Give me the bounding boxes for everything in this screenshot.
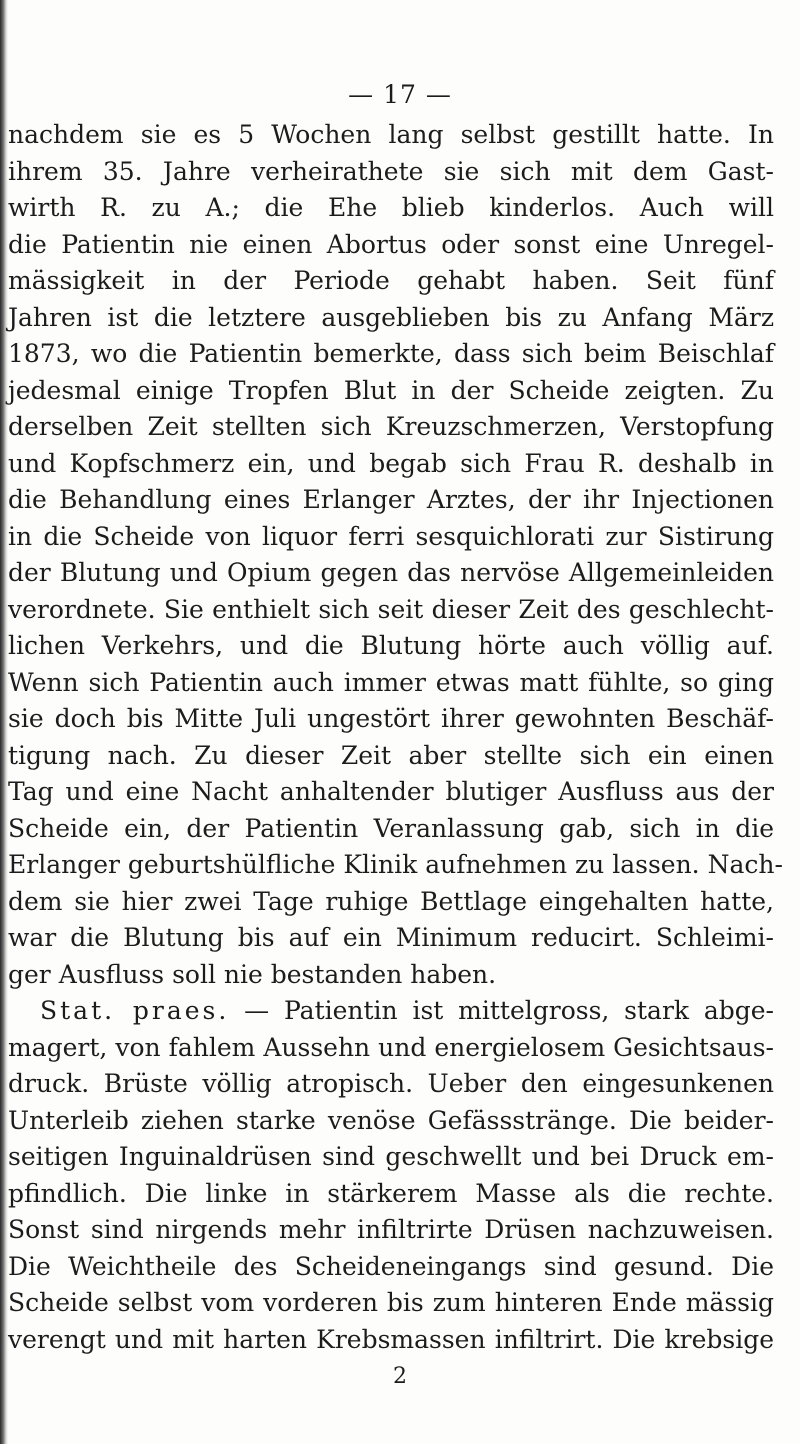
text-line: Scheide ein, der Patientin Veranlassung gab, sich in die bbox=[8, 813, 774, 843]
text-line: Die Weichtheile des Scheideneingangs sind gesund. Die bbox=[8, 1251, 774, 1281]
text-line: Tag und eine Nacht anhaltender blutiger Ausfluss aus der bbox=[8, 777, 774, 806]
text-line: Scheide selbst vom vorderen bis zum hinteren Ende mässig bbox=[8, 1288, 774, 1317]
text-line: der Blutung und Opium gegen das nervöse Allgemeinleiden bbox=[8, 558, 774, 587]
text-line: magert, von fahlem Aussehn und energielosem Gesichtsaus- bbox=[8, 1032, 774, 1062]
text-line: dem sie hier zwei Tage ruhige Bettlage eingehalten hatte, bbox=[8, 886, 774, 916]
signature-mark: 2 bbox=[393, 1364, 407, 1389]
text-line: ihrem 35. Jahre verheirathete sie sich mit dem Gast- bbox=[8, 156, 774, 186]
text-line: die Behandlung eines Erlanger Arztes, der ihr Injectionen bbox=[8, 485, 774, 514]
text-line: nachdem sie es 5 Wochen lang selbst gestillt hatte. In bbox=[8, 120, 774, 149]
body-text bbox=[8, 117, 783, 1358]
text-line: war die Blutung bis auf ein Minimum reducirt. Schleimi- bbox=[8, 923, 774, 952]
text-line: tigung nach. Zu dieser Zeit aber stellte sich ein einen bbox=[8, 740, 774, 770]
text-line: Unterleib ziehen starke venöse Gefässstränge. Die beider- bbox=[8, 1105, 774, 1135]
text-line: sie doch bis Mitte Juli ungestört ihrer gewohnten Beschäf- bbox=[8, 704, 774, 733]
text-line: die Patientin nie einen Abortus oder sonst eine Unregel- bbox=[8, 229, 774, 259]
text-line-continuation: — Patientin ist mittelgross, stark abge- bbox=[244, 996, 775, 1025]
text-line: 1873, wo die Patientin bemerkte, dass sich beim Beischlaf bbox=[8, 339, 774, 368]
text-line-section-start bbox=[8, 993, 774, 1030]
text-line: Sonst sind nirgends mehr infiltrirte Drüsen nachzuweisen. bbox=[8, 1215, 774, 1244]
text-line: Jahren ist die letztere ausgeblieben bis zu Anfang März bbox=[8, 302, 774, 332]
text-line: jedesmal einige Tropfen Blut in der Scheide zeigten. Zu bbox=[8, 375, 774, 405]
section-heading-stat-praes: Stat. praes. bbox=[40, 996, 230, 1025]
text-line: ger Ausfluss soll nie bestanden haben. bbox=[8, 959, 497, 989]
text-line: derselben Zeit stellten sich Kreuzschmerzen, Verstopfung bbox=[8, 412, 774, 441]
text-line: wirth R. zu A.; die Ehe blieb kinderlos. Auch will bbox=[8, 193, 774, 222]
text-line: pfindlich. Die linke in stärkerem Masse als die rechte. bbox=[8, 1178, 774, 1208]
text-line: verengt und mit harten Krebsmassen infiltrirt. Die krebsige bbox=[8, 1324, 774, 1354]
text-line: Erlanger geburtshülfliche Klinik aufnehmen zu lassen. Nach- bbox=[8, 850, 783, 879]
text-line: seitigen Inguinaldrüsen sind geschwellt und bei Druck em- bbox=[8, 1142, 774, 1171]
text-line: in die Scheide von liquor ferri sesquichlorati zur Sistirung bbox=[8, 521, 774, 551]
page-number: — 17 — bbox=[348, 80, 452, 109]
text-line: verordnete. Sie enthielt sich seit dieser Zeit des geschlecht- bbox=[8, 594, 774, 624]
text-line: Wenn sich Patientin auch immer etwas matt fühlte, so ging bbox=[8, 667, 774, 697]
text-line: mässigkeit in der Periode gehabt haben. Seit fünf bbox=[8, 266, 774, 295]
text-line: druck. Brüste völlig atropisch. Ueber den eingesunkenen bbox=[8, 1069, 774, 1098]
text-line: und Kopfschmerz ein, und begab sich Frau R. deshalb in bbox=[8, 448, 774, 478]
text-line: lichen Verkehrs, und die Blutung hörte auch völlig auf. bbox=[8, 631, 774, 660]
